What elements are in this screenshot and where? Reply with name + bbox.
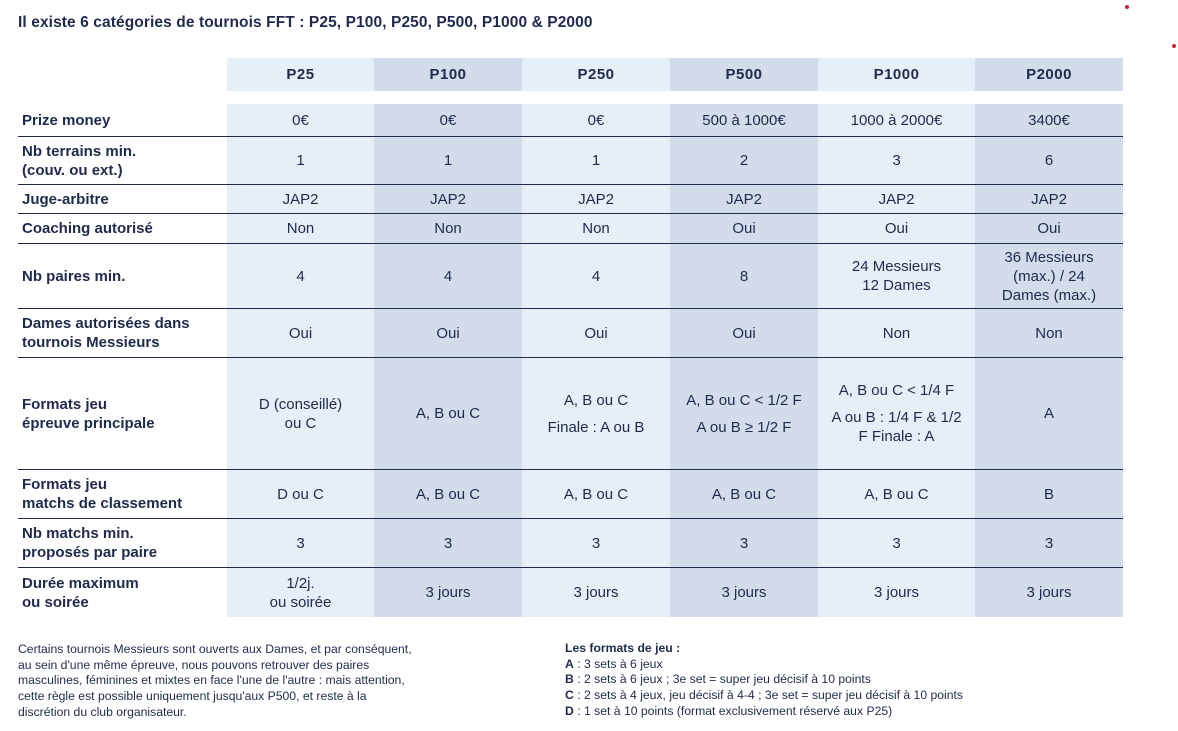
column-header: P25	[227, 58, 374, 91]
cell-line: 8	[739, 267, 749, 285]
cell-line: 24 Messieurs	[851, 258, 942, 275]
column-header: P500	[670, 58, 818, 91]
format-item: A : 3 sets à 6 jeux	[565, 656, 663, 671]
cell-line: A, B ou C < 1/2 F	[686, 391, 802, 409]
table-cell	[374, 568, 522, 617]
table-cell	[818, 519, 975, 567]
table-cell	[374, 137, 522, 184]
cell-line: 3400€	[1028, 111, 1070, 129]
cell-line: 4	[296, 267, 305, 285]
table-cell	[818, 470, 975, 518]
cell-line: 2	[739, 152, 749, 169]
cell-line: Oui	[732, 324, 756, 342]
table-cell	[522, 309, 670, 357]
row-label	[22, 185, 109, 213]
table-cell	[818, 244, 975, 308]
row-label-line: ou soirée	[22, 593, 89, 611]
table-cell	[818, 358, 975, 469]
cell-line: Oui	[1037, 220, 1061, 237]
table-cell	[670, 519, 818, 567]
cell-line: 3 jours	[873, 584, 920, 601]
cell-line: 3	[1044, 534, 1054, 552]
table-cell	[522, 185, 670, 213]
cell-line: A, B ou C	[415, 485, 481, 503]
cell-line: A, B ou C	[563, 485, 629, 503]
row-label-line: Juge-arbitre	[22, 190, 109, 208]
row-label	[22, 470, 182, 518]
table-cell	[670, 309, 818, 357]
table-cell	[975, 214, 1123, 243]
cell-line: A	[1043, 405, 1054, 422]
table-cell	[374, 244, 522, 308]
cell-line: 12 Dames	[862, 277, 931, 294]
cell-line: ou C	[284, 414, 317, 432]
table-cell	[522, 568, 670, 617]
cell-line: 3 jours	[1026, 584, 1072, 601]
table-cell	[975, 137, 1123, 184]
row-label	[22, 568, 139, 617]
row-label	[22, 519, 157, 567]
table-cell	[818, 309, 975, 357]
row-label-line: Nb terrains min.	[22, 142, 137, 160]
cell-line: 3	[739, 534, 749, 552]
cell-line: 3	[443, 534, 453, 552]
table-cell	[374, 519, 522, 567]
cell-line: 1	[443, 152, 453, 169]
cell-line: 500 à 1000€	[702, 111, 786, 129]
table-cell	[818, 568, 975, 617]
cell-line: Finale : A ou B	[547, 418, 645, 436]
table-cell	[227, 358, 374, 469]
table-cell	[975, 244, 1123, 308]
cell-line: 1	[296, 152, 305, 169]
table-cell	[818, 214, 975, 243]
cell-line: Oui	[436, 324, 460, 342]
table-cell	[374, 309, 522, 357]
cell-line: A ou B : 1/4 F & 1/2	[831, 409, 962, 426]
row-label-line: Durée maximum	[22, 574, 139, 592]
cell-line: 36 Messieurs	[1004, 248, 1094, 266]
row-label	[22, 358, 155, 469]
cell-line: Oui	[884, 220, 909, 237]
cell-line: 3 jours	[425, 584, 471, 601]
table-cell	[522, 519, 670, 567]
table-cell	[227, 309, 374, 357]
table-cell	[975, 470, 1123, 518]
row-label-line: proposés par paire	[22, 544, 158, 561]
table-cell	[374, 214, 522, 243]
cell-line: 3	[892, 152, 901, 169]
cell-line: A, B ou C	[711, 485, 777, 503]
cell-line: A, B ou C	[563, 391, 629, 409]
cell-line: JAP2	[878, 190, 915, 208]
cell-line: A, B ou C < 1/4 F	[838, 382, 955, 399]
formats-title: Les formats de jeu :	[565, 641, 681, 655]
table-cell	[975, 185, 1123, 213]
table-cell	[670, 185, 818, 213]
row-label-line: matchs de classement	[22, 495, 183, 512]
table-cell	[374, 185, 522, 213]
cell-line: Non	[582, 220, 610, 237]
table-cell	[522, 104, 670, 136]
row-label-line: Nb matchs min.	[22, 525, 134, 542]
cell-line: JAP2	[282, 190, 319, 208]
format-item: C : 2 sets à 4 jeux, jeu décisif à 4-4 ; 3e set = super jeu décisif à 10 points	[565, 688, 964, 703]
table-cell	[975, 519, 1123, 567]
row-label-line: tournois Messieurs	[22, 334, 160, 351]
table-cell	[374, 104, 522, 136]
cell-line: 0€	[292, 111, 309, 129]
cell-line: 3	[296, 534, 305, 552]
cell-line: 3	[591, 534, 601, 552]
table-cell	[670, 137, 818, 184]
table-cell	[818, 104, 975, 136]
table-cell	[670, 244, 818, 308]
formats-legend	[565, 641, 963, 720]
table-cell	[670, 358, 818, 469]
cell-line: D ou C	[277, 485, 324, 503]
row-label-line: Prize money	[22, 111, 111, 129]
footer-note: Certains tournois Messieurs sont ouverts aux Dames, et par conséquent, au sein d'une même épreuve, nous pouvons retrouver des paires masculines, féminines et mixtes en face l'une de l'autre : mais attention, cette règle est possible uniquement jusqu'aux P500, et reste à la discrétion du club organisateur.	[18, 642, 412, 719]
row-label	[22, 214, 153, 243]
table-cell	[227, 244, 374, 308]
table-cell	[670, 214, 818, 243]
cell-line: 1000 à 2000€	[850, 111, 943, 129]
cell-line: Dames (max.)	[1001, 286, 1097, 304]
cell-line: ou soirée	[269, 593, 332, 611]
table-cell	[227, 104, 374, 136]
cell-line: F Finale : A	[858, 428, 935, 445]
cell-line: 0€	[587, 111, 605, 129]
cell-line: 1/2j.	[286, 574, 315, 592]
column-header: P1000	[818, 58, 975, 91]
cell-line: 3 jours	[721, 584, 767, 601]
cell-line: Non	[286, 220, 315, 237]
table-cell	[670, 470, 818, 518]
cell-line: 0€	[439, 111, 457, 129]
table-cell	[522, 214, 670, 243]
table-cell	[522, 470, 670, 518]
cell-line: D (conseillé)	[258, 395, 343, 413]
cell-line: 3 jours	[573, 584, 619, 601]
table-cell	[818, 185, 975, 213]
format-item: B : 2 sets à 6 jeux ; 3e set = super jeu décisif à 10 points	[565, 672, 871, 687]
format-item: D : 1 set à 10 points (format exclusivement réservé aux P25)	[565, 703, 893, 718]
column-header: P250	[522, 58, 670, 91]
cell-line: A ou B ≥ 1/2 F	[696, 418, 792, 436]
cell-line: A, B ou C	[864, 485, 929, 503]
decor-dot	[1172, 44, 1176, 48]
table-cell	[975, 104, 1123, 136]
row-label	[22, 137, 136, 184]
cell-line: Non	[882, 324, 911, 342]
cell-line: 3	[892, 534, 901, 552]
cell-line: JAP2	[1031, 190, 1067, 208]
cell-line: A, B ou C	[415, 405, 481, 422]
table-cell	[227, 470, 374, 518]
decor-dot	[1125, 5, 1129, 9]
cell-line: B	[1043, 485, 1054, 503]
table-cell	[227, 519, 374, 567]
row-label-line: Formats jeu	[22, 476, 108, 493]
page-title: Il existe 6 catégories de tournois FFT : P25, P100, P250, P500, P1000 & P2000	[18, 14, 593, 31]
row-label-line: Dames autorisées dans	[22, 315, 190, 332]
cell-line: JAP2	[578, 190, 614, 208]
column-header: P100	[374, 58, 522, 91]
row-label	[22, 309, 190, 357]
cell-line: Oui	[584, 324, 608, 342]
row-label-line: épreuve principale	[22, 414, 155, 432]
cell-line: Oui	[288, 324, 313, 342]
row-label	[22, 244, 125, 308]
cell-line: (max.) / 24	[1013, 267, 1085, 285]
row-label-line: (couv. ou ext.)	[22, 161, 123, 179]
table-cell	[670, 104, 818, 136]
cell-line: 4	[591, 267, 601, 285]
table-cell	[522, 137, 670, 184]
row-label-line: Nb paires min.	[22, 267, 126, 285]
column-header: P2000	[975, 58, 1123, 91]
table-cell	[670, 568, 818, 617]
cell-line: JAP2	[726, 190, 762, 208]
table-cell	[374, 358, 522, 469]
table-cell	[522, 358, 670, 469]
cell-line: Oui	[732, 220, 756, 237]
row-label-line: Coaching autorisé	[22, 220, 153, 237]
table-cell	[975, 568, 1123, 617]
table-cell	[227, 185, 374, 213]
cell-line: 1	[591, 152, 601, 169]
row-label-line: Formats jeu	[22, 395, 108, 413]
cell-line: 6	[1044, 152, 1054, 169]
cell-line: Non	[434, 220, 462, 237]
table-cell	[975, 309, 1123, 357]
table-cell	[227, 568, 374, 617]
table-cell	[975, 358, 1123, 469]
table-cell	[522, 244, 670, 308]
table-cell	[227, 137, 374, 184]
table-cell	[818, 137, 975, 184]
table-cell	[227, 214, 374, 243]
cell-line: Non	[1035, 324, 1063, 342]
cell-line: JAP2	[430, 190, 466, 208]
table-cell	[374, 470, 522, 518]
row-label	[22, 104, 110, 136]
cell-line: 4	[443, 267, 453, 285]
